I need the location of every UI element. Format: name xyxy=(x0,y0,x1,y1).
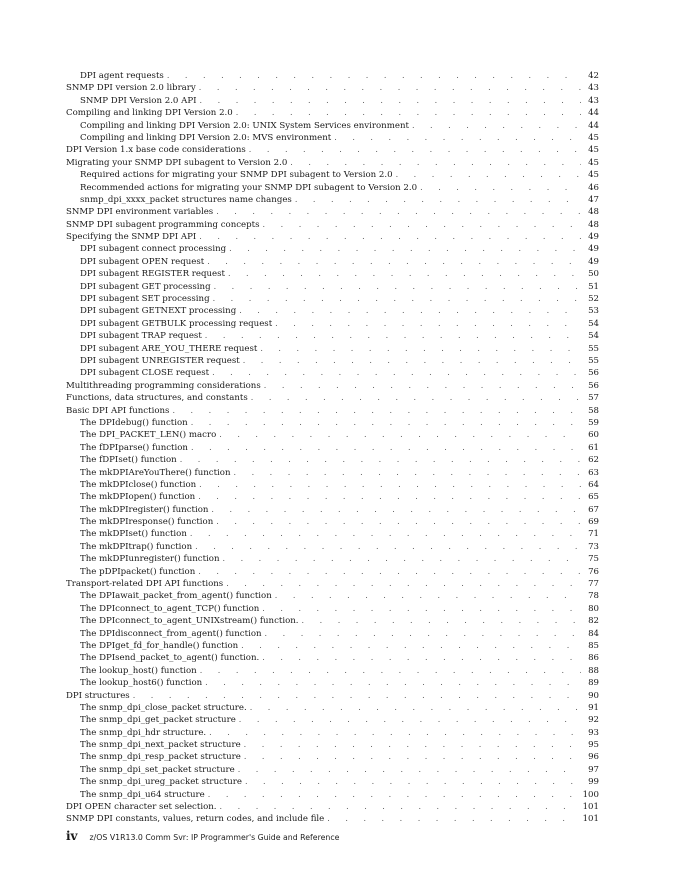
toc-entry-page: 49 xyxy=(588,256,599,267)
toc-entry[interactable] xyxy=(66,541,599,553)
toc-entry-page: 97 xyxy=(588,764,599,775)
toc-entry-page: 49 xyxy=(588,244,599,255)
toc-entry-title: DPI subagent GETNEXT processing xyxy=(80,306,237,317)
toc-entry[interactable] xyxy=(66,182,599,194)
toc-entry-title: DPI Version 1.x base code considerations xyxy=(66,145,246,156)
toc-entry[interactable] xyxy=(66,380,599,392)
toc-entry[interactable] xyxy=(66,590,599,602)
toc-entry-page: 54 xyxy=(588,331,599,342)
toc-entry-title: Migrating your SNMP DPI subagent to Version 2.0 xyxy=(66,157,288,168)
toc-entry-page: 85 xyxy=(588,640,599,651)
toc-entry-page: 90 xyxy=(588,690,599,701)
toc-entry-title: Multithreading programming considerations xyxy=(66,380,261,391)
toc-entry[interactable] xyxy=(66,665,599,677)
toc-entry-title: The DPIdebug() function xyxy=(80,417,188,428)
toc-entry-title: The DPIdisconnect_from_agent() function xyxy=(80,628,262,639)
toc-entry-page: 77 xyxy=(588,579,599,590)
dot-leader xyxy=(212,367,581,379)
toc-entry-page: 86 xyxy=(588,653,599,664)
toc-entry-title: Compiling and linking DPI Version 2.0 xyxy=(66,108,233,119)
dot-leader xyxy=(199,231,581,243)
toc-entry[interactable] xyxy=(66,405,599,417)
toc-entry-title: Specifying the SNMP DPI API xyxy=(66,232,197,243)
toc-entry-page: 100 xyxy=(582,789,599,800)
toc-entry-page: 64 xyxy=(588,479,599,490)
dot-leader xyxy=(275,590,581,602)
toc-entry[interactable] xyxy=(66,305,599,317)
toc-entry-title: The DPIget_fd_for_handle() function xyxy=(80,640,239,651)
dot-leader xyxy=(198,566,581,578)
toc-entry[interactable] xyxy=(66,343,599,355)
toc-entry-title: SNMP DPI environment variables xyxy=(66,207,214,218)
dot-leader xyxy=(327,813,580,825)
toc-entry-title: The fDPIparse() function xyxy=(80,442,188,453)
toc-entry-title: The mkDPIunregister() function xyxy=(80,554,220,565)
toc-entry[interactable] xyxy=(66,628,599,640)
toc-entry[interactable] xyxy=(66,615,599,627)
toc-entry-title: The mkDPIclose() function xyxy=(80,479,197,490)
toc-entry-page: 58 xyxy=(588,405,599,416)
page-footer xyxy=(66,829,339,843)
toc-entry-page: 45 xyxy=(588,145,599,156)
toc-entry[interactable] xyxy=(66,157,599,169)
toc-entry-page: 56 xyxy=(588,368,599,379)
dot-leader xyxy=(216,206,581,218)
toc-entry-title: The mkDPItrap() function xyxy=(80,541,193,552)
toc-entry-page: 50 xyxy=(588,269,599,280)
dot-leader xyxy=(198,491,581,503)
toc-entry-title: The snmp_dpi_next_packet structure xyxy=(80,740,241,751)
toc-entry[interactable] xyxy=(66,789,599,801)
toc-entry[interactable] xyxy=(66,256,599,268)
toc-entry-title: Transport-related DPI API functions xyxy=(66,579,224,590)
toc-entry[interactable] xyxy=(66,454,599,466)
toc-entry-title: The mkDPIregister() function xyxy=(80,504,209,515)
dot-leader xyxy=(180,454,581,466)
toc-entry-page: 52 xyxy=(588,294,599,305)
toc-entry[interactable] xyxy=(66,640,599,652)
dot-leader xyxy=(302,615,581,627)
dot-leader xyxy=(295,194,581,206)
toc-entry-title: The mkDPIopen() function xyxy=(80,492,196,503)
toc-entry-title: The pDPIpacket() function xyxy=(80,566,196,577)
toc-entry-page: 92 xyxy=(588,715,599,726)
dot-leader xyxy=(191,417,581,429)
toc-entry-title: Compiling and linking DPI Version 2.0: MVS environment xyxy=(80,132,332,143)
toc-entry-title: DPI subagent connect processing xyxy=(80,244,227,255)
dot-leader xyxy=(245,776,581,788)
toc-entry-title: DPI subagent OPEN request xyxy=(80,256,205,267)
table-of-contents xyxy=(66,70,599,826)
toc-entry-title: The DPIsend_packet_to_agent() function. xyxy=(80,653,260,664)
toc-entry[interactable] xyxy=(66,566,599,578)
toc-entry-page: 45 xyxy=(588,170,599,181)
dot-leader xyxy=(200,665,581,677)
toc-entry[interactable] xyxy=(66,677,599,689)
dot-leader xyxy=(133,690,581,702)
toc-entry-page: 89 xyxy=(588,678,599,689)
toc-entry-page: 95 xyxy=(588,740,599,751)
toc-entry-page: 57 xyxy=(588,393,599,404)
toc-entry[interactable] xyxy=(66,120,599,132)
toc-entry[interactable] xyxy=(66,132,599,144)
toc-entry-title: The snmp_dpi_set_packet structure xyxy=(80,764,235,775)
toc-entry[interactable] xyxy=(66,739,599,751)
dot-leader xyxy=(207,256,581,268)
toc-entry-title: SNMP DPI version 2.0 library xyxy=(66,83,196,94)
toc-entry[interactable] xyxy=(66,578,599,590)
toc-entry[interactable] xyxy=(66,318,599,330)
dot-leader xyxy=(220,801,581,813)
toc-entry-title: SNMP DPI Version 2.0 API xyxy=(80,95,197,106)
toc-entry-page: 49 xyxy=(588,232,599,243)
toc-entry-title: The mkDPIset() function xyxy=(80,529,187,540)
toc-entry-title: DPI subagent SET processing xyxy=(80,294,210,305)
toc-entry[interactable] xyxy=(66,107,599,119)
toc-entry-title: DPI structures xyxy=(66,690,130,701)
toc-entry-page: 93 xyxy=(588,727,599,738)
toc-entry-page: 80 xyxy=(588,603,599,614)
dot-leader xyxy=(262,652,581,664)
dot-leader xyxy=(396,169,581,181)
toc-entry-title: snmp_dpi_xxxx_packet structures name changes xyxy=(80,194,292,205)
toc-entry[interactable] xyxy=(66,491,599,503)
toc-entry[interactable] xyxy=(66,813,599,825)
toc-entry-page: 99 xyxy=(588,777,599,788)
dot-leader xyxy=(211,504,581,516)
toc-entry-title: The snmp_dpi_ureg_packet structure xyxy=(80,777,242,788)
toc-entry[interactable] xyxy=(66,293,599,305)
toc-entry[interactable] xyxy=(66,281,599,293)
toc-entry[interactable] xyxy=(66,392,599,404)
toc-entry-page: 48 xyxy=(588,207,599,218)
toc-entry-title: The snmp_dpi_u64 structure xyxy=(80,789,205,800)
toc-entry[interactable] xyxy=(66,727,599,739)
dot-leader xyxy=(195,541,581,553)
dot-leader xyxy=(263,219,581,231)
toc-entry-page: 88 xyxy=(588,665,599,676)
toc-entry[interactable] xyxy=(66,553,599,565)
toc-entry[interactable] xyxy=(66,751,599,763)
toc-entry[interactable] xyxy=(66,206,599,218)
toc-entry-title: DPI subagent GET processing xyxy=(80,281,211,292)
dot-leader xyxy=(172,405,581,417)
toc-entry-title: The snmp_dpi_get_packet structure xyxy=(80,715,236,726)
dot-leader xyxy=(265,628,581,640)
dot-leader xyxy=(244,739,581,751)
toc-entry-title: The snmp_dpi_hdr structure. xyxy=(80,727,207,738)
page-number: iv xyxy=(66,829,78,843)
toc-entry-title: DPI OPEN character set selection. xyxy=(66,802,217,813)
toc-entry-page: 55 xyxy=(588,355,599,366)
toc-entry-page: 48 xyxy=(588,219,599,230)
toc-entry[interactable] xyxy=(66,355,599,367)
dot-leader xyxy=(190,528,581,540)
toc-entry-page: 62 xyxy=(588,455,599,466)
toc-entry-title: Recommended actions for migrating your SNMP DPI subagent to Version 2.0 xyxy=(80,182,418,193)
dot-leader xyxy=(209,727,581,739)
toc-entry[interactable] xyxy=(66,504,599,516)
dot-leader xyxy=(191,442,581,454)
dot-leader xyxy=(243,355,581,367)
toc-entry[interactable] xyxy=(66,702,599,714)
toc-entry-title: The DPI_PACKET_LEN() macro xyxy=(80,430,217,441)
toc-entry[interactable] xyxy=(66,442,599,454)
toc-entry-page: 59 xyxy=(588,417,599,428)
dot-leader xyxy=(228,268,581,280)
toc-entry[interactable] xyxy=(66,479,599,491)
dot-leader xyxy=(262,603,581,615)
dot-leader xyxy=(234,467,582,479)
toc-entry[interactable] xyxy=(66,690,599,702)
toc-entry-title: The DPIconnect_to_agent_UNIXstream() function. xyxy=(80,616,299,627)
toc-entry-page: 45 xyxy=(588,132,599,143)
toc-entry-title: DPI subagent GETBULK processing request xyxy=(80,318,273,329)
toc-entry-title: The lookup_host6() function xyxy=(80,678,203,689)
toc-entry[interactable] xyxy=(66,219,599,231)
dot-leader xyxy=(200,95,581,107)
dot-leader xyxy=(264,380,581,392)
toc-entry[interactable] xyxy=(66,776,599,788)
toc-entry-page: 63 xyxy=(588,467,599,478)
dot-leader xyxy=(249,144,581,156)
toc-entry[interactable] xyxy=(66,417,599,429)
toc-entry[interactable] xyxy=(66,429,599,441)
dot-leader xyxy=(290,157,581,169)
toc-entry-page: 46 xyxy=(588,182,599,193)
toc-entry[interactable] xyxy=(66,603,599,615)
toc-entry-page: 47 xyxy=(588,194,599,205)
toc-entry-page: 51 xyxy=(588,281,599,292)
toc-entry-page: 91 xyxy=(588,702,599,713)
toc-entry-page: 67 xyxy=(588,504,599,515)
toc-entry-title: The lookup_host() function xyxy=(80,665,197,676)
toc-entry[interactable] xyxy=(66,652,599,664)
toc-entry-title: The mkDPIresponse() function xyxy=(80,517,214,528)
toc-entry[interactable] xyxy=(66,516,599,528)
toc-entry-page: 53 xyxy=(588,306,599,317)
toc-entry-page: 55 xyxy=(588,343,599,354)
toc-entry-page: 43 xyxy=(588,83,599,94)
dot-leader xyxy=(208,789,581,801)
dot-leader xyxy=(226,578,581,590)
toc-entry-page: 69 xyxy=(588,517,599,528)
dot-leader xyxy=(229,243,581,255)
toc-entry-page: 44 xyxy=(588,108,599,119)
toc-entry[interactable] xyxy=(66,528,599,540)
dot-leader xyxy=(275,318,581,330)
dot-leader xyxy=(251,392,581,404)
toc-entry-title: DPI subagent UNREGISTER request xyxy=(80,355,240,366)
toc-entry[interactable] xyxy=(66,169,599,181)
toc-entry[interactable] xyxy=(66,764,599,776)
dot-leader xyxy=(223,553,582,565)
dot-leader xyxy=(239,305,581,317)
toc-entry-page: 101 xyxy=(582,814,599,825)
toc-entry-page: 75 xyxy=(588,554,599,565)
toc-entry-page: 82 xyxy=(588,616,599,627)
toc-entry-page: 73 xyxy=(588,541,599,552)
toc-entry-title: Basic DPI API functions xyxy=(66,405,170,416)
toc-entry-title: The snmp_dpi_resp_packet structure xyxy=(80,752,241,763)
toc-entry-page: 42 xyxy=(588,71,599,81)
dot-leader xyxy=(334,132,581,144)
dot-leader xyxy=(213,293,581,305)
toc-entry-page: 101 xyxy=(582,802,599,813)
dot-leader xyxy=(260,343,581,355)
dot-leader xyxy=(236,107,581,119)
toc-entry-page: 61 xyxy=(588,442,599,453)
dot-leader xyxy=(239,714,581,726)
dot-leader xyxy=(214,281,581,293)
toc-entry-page: 56 xyxy=(588,380,599,391)
toc-entry-title: DPI subagent CLOSE request xyxy=(80,368,210,379)
toc-entry-page: 44 xyxy=(588,120,599,131)
book-title: z/OS V1R13.0 Comm Svr: IP Programmer's Guide and Reference xyxy=(89,833,340,842)
toc-entry-title: Functions, data structures, and constants xyxy=(66,393,248,404)
toc-entry-title: DPI subagent TRAP request xyxy=(80,331,202,342)
toc-entry[interactable] xyxy=(66,70,599,82)
toc-entry-title: Required actions for migrating your SNMP DPI subagent to Version 2.0 xyxy=(80,170,393,181)
toc-entry[interactable] xyxy=(66,231,599,243)
dot-leader xyxy=(412,120,581,132)
toc-entry-title: The snmp_dpi_close_packet structure. xyxy=(80,702,247,713)
toc-entry-title: DPI subagent REGISTER request xyxy=(80,269,225,280)
dot-leader xyxy=(199,479,581,491)
toc-entry-page: 43 xyxy=(588,95,599,106)
toc-entry-page: 84 xyxy=(588,628,599,639)
dot-leader xyxy=(199,82,581,94)
toc-entry[interactable] xyxy=(66,82,599,94)
dot-leader xyxy=(205,330,581,342)
dot-leader xyxy=(238,764,581,776)
dot-leader xyxy=(241,640,581,652)
toc-entry-title: SNMP DPI subagent programming concepts xyxy=(66,219,260,230)
dot-leader xyxy=(219,429,581,441)
toc-entry[interactable] xyxy=(66,144,599,156)
dot-leader xyxy=(167,70,581,82)
toc-entry-title: The DPIawait_packet_from_agent() function xyxy=(80,591,272,602)
toc-entry-page: 78 xyxy=(588,591,599,602)
toc-entry[interactable] xyxy=(66,467,599,479)
toc-entry-page: 45 xyxy=(588,157,599,168)
toc-entry-title: The mkDPIAreYouThere() function xyxy=(80,467,231,478)
toc-entry-title: The DPIconnect_to_agent_TCP() function xyxy=(80,603,260,614)
toc-entry[interactable] xyxy=(66,367,599,379)
dot-leader xyxy=(216,516,581,528)
dot-leader xyxy=(420,182,581,194)
toc-entry-title: SNMP DPI constants, values, return codes, and include file xyxy=(66,814,325,825)
toc-entry-page: 54 xyxy=(588,318,599,329)
dot-leader xyxy=(205,677,581,689)
dot-leader xyxy=(250,702,581,714)
toc-entry-page: 60 xyxy=(588,430,599,441)
toc-entry-page: 76 xyxy=(588,566,599,577)
toc-entry-title: The fDPIset() function xyxy=(80,455,177,466)
toc-entry-page: 65 xyxy=(588,492,599,503)
toc-entry[interactable] xyxy=(66,243,599,255)
toc-entry-page: 71 xyxy=(588,529,599,540)
toc-entry[interactable] xyxy=(66,194,599,206)
toc-entry[interactable] xyxy=(66,330,599,342)
dot-leader xyxy=(244,751,581,763)
toc-entry[interactable] xyxy=(66,714,599,726)
toc-entry[interactable] xyxy=(66,95,599,107)
toc-entry-page: 96 xyxy=(588,752,599,763)
toc-entry[interactable] xyxy=(66,268,599,280)
toc-entry-title: DPI subagent ARE_YOU_THERE request xyxy=(80,343,258,354)
toc-entry-title: DPI agent requests xyxy=(80,71,164,81)
toc-entry-title: Compiling and linking DPI Version 2.0: UNIX System Services environment xyxy=(80,120,409,131)
toc-entry[interactable] xyxy=(66,801,599,813)
